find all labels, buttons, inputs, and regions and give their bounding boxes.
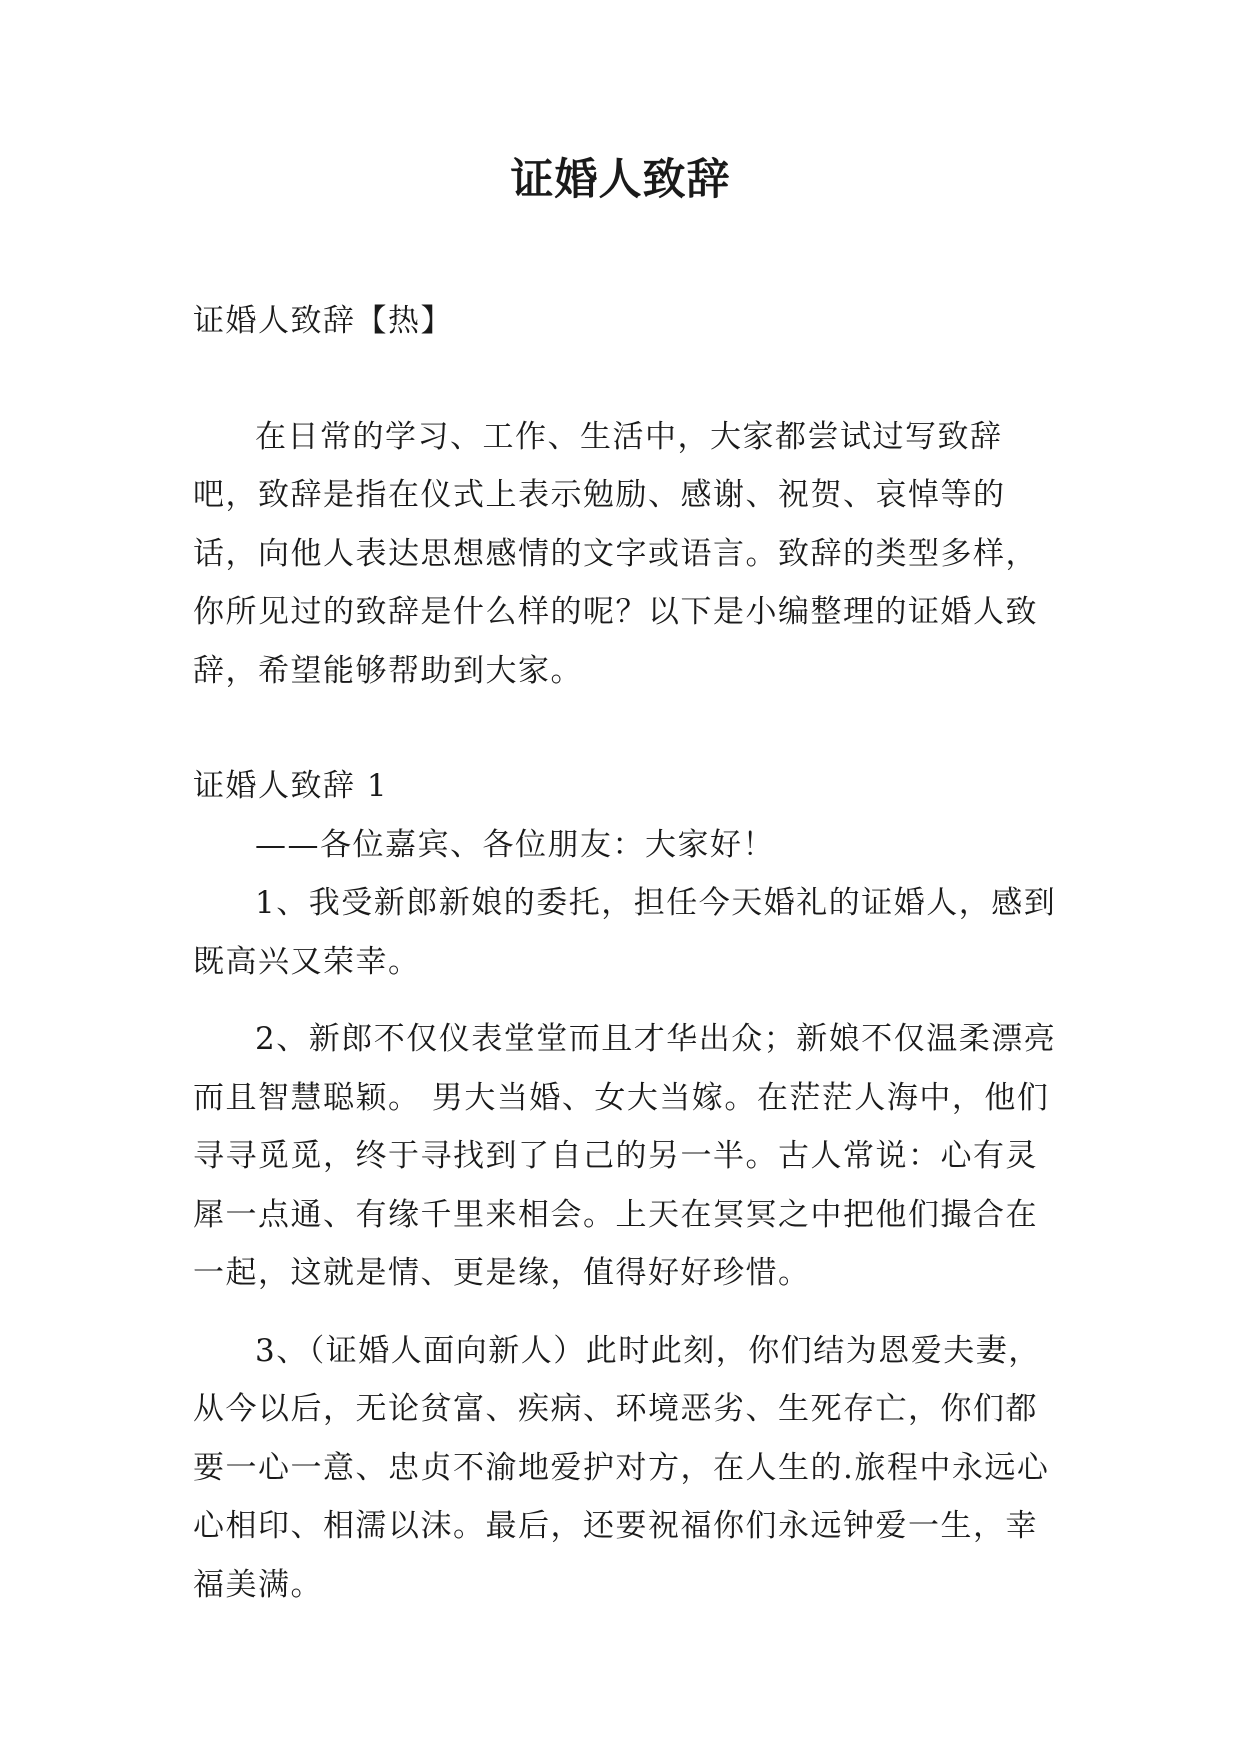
greeting-line: ——各位嘉宾、各位朋友：大家好！: [255, 826, 775, 863]
body-paragraph-2: 2、新郎不仅仪表堂堂而且才华出众；新娘不仅温柔漂亮而且智慧聪颖。 男大当婚、女大当嫁。在茫茫人海中，他们寻寻觅觅，终于寻找到了自己的另一半。古人常说：心有灵犀一点通、有缘千里来相会。上天在冥冥之中把他们撮合在一起，这就是情、更是缘，值得好好珍惜。: [193, 1021, 1057, 1291]
body-paragraph-1: 1、我受新郎新娘的委托，担任今天婚礼的证婚人，感到既高兴又荣幸。: [193, 885, 1057, 980]
document-body: [193, 292, 1061, 1614]
section-heading: 证婚人致辞 1: [193, 768, 389, 804]
document-subtitle: 证婚人致辞【热】: [193, 303, 453, 339]
body-paragraph-3: 3、（证婚人面向新人）此时此刻，你们结为恩爱夫妻，从今以后，无论贫富、疾病、环境恶劣、生死存亡，你们都要一心一意、忠贞不渝地爱护对方，在人生的.旅程中永远心心相印、相濡以沫。最后，还要祝福你们永远钟爱一生，幸福美满。: [193, 1332, 1050, 1603]
document-title: 证婚人致辞: [510, 155, 731, 205]
intro-paragraph: 在日常的学习、工作、生活中，大家都尝试过写致辞吧，致辞是指在仪式上表示勉励、感谢、祝贺、哀悼等的话，向他人表达思想感情的文字或语言。致辞的类型多样，你所见过的致辞是什么样的呢？以下是小编整理的证婚人致辞，希望能够帮助到大家。: [193, 418, 1038, 689]
